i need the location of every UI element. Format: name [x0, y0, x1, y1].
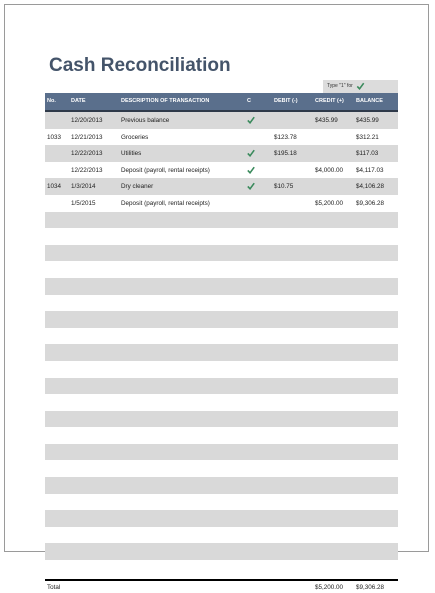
table-row — [45, 311, 398, 328]
table-row — [45, 460, 398, 477]
table-row — [45, 411, 398, 428]
table-row — [45, 494, 398, 511]
cell-date[interactable]: 1/3/2014 — [71, 183, 96, 191]
table-row — [45, 510, 398, 527]
check-legend-note — [323, 80, 398, 93]
transaction-table — [45, 93, 398, 593]
table-row — [45, 361, 398, 378]
total-row — [45, 579, 398, 593]
table-row — [45, 295, 398, 312]
cell-date[interactable]: 12/20/2013 — [71, 117, 103, 124]
column-header-credit: CREDIT (+) — [315, 98, 344, 104]
page-title: Cash Reconciliation — [49, 55, 231, 76]
table-row — [45, 195, 398, 212]
worksheet-page — [4, 4, 429, 591]
table-row — [45, 444, 398, 461]
table-row — [45, 129, 398, 146]
table-row — [45, 145, 398, 162]
column-header-no: No. — [47, 98, 56, 104]
column-header-debit: DEBIT (-) — [274, 98, 298, 104]
total-credit: $5,200.00 — [315, 583, 344, 591]
table-row — [45, 228, 398, 245]
table-row — [45, 477, 398, 494]
cell-debit[interactable]: $123.78 — [274, 133, 297, 141]
checkmark-icon — [247, 149, 255, 157]
cell-credit[interactable]: $4,000.00 — [315, 166, 344, 174]
table-row — [45, 560, 398, 577]
cell-balance[interactable]: $117.03 — [356, 150, 379, 158]
cell-debit[interactable]: $195.18 — [274, 150, 297, 158]
table-row — [45, 427, 398, 444]
check-legend-text: Type "1" for — [327, 83, 353, 89]
table-row — [45, 212, 398, 229]
cell-date[interactable]: 12/22/2013 — [71, 150, 103, 158]
table-header — [45, 93, 398, 112]
cell-no[interactable]: 1034 — [47, 183, 62, 191]
checkmark-icon — [356, 82, 365, 90]
checkmark-icon — [247, 166, 255, 174]
cell-balance[interactable]: $4,106.28 — [356, 183, 385, 191]
table-row — [45, 394, 398, 411]
table-row — [45, 527, 398, 544]
cell-description[interactable]: Deposit (payroll, rental receipts) — [121, 166, 210, 174]
cell-date[interactable]: 12/22/2013 — [71, 166, 103, 174]
table-row — [45, 162, 398, 179]
column-header-description: DESCRIPTION OF TRANSACTION — [121, 98, 210, 104]
table-row — [45, 328, 398, 345]
total-balance: $9,306.28 — [356, 583, 385, 591]
table-row — [45, 245, 398, 262]
cell-description[interactable]: Previous balance — [121, 117, 170, 124]
column-header-date: DATE — [71, 98, 86, 104]
table-row — [45, 112, 398, 129]
table-row — [45, 278, 398, 295]
cell-credit[interactable]: $5,200.00 — [315, 199, 344, 207]
cell-balance[interactable]: $312.21 — [356, 133, 379, 141]
table-row — [45, 378, 398, 395]
cell-date[interactable]: 1/5/2015 — [71, 199, 96, 207]
cell-credit[interactable]: $435.99 — [315, 117, 338, 124]
cell-no[interactable]: 1033 — [47, 133, 62, 141]
cell-balance[interactable]: $435.99 — [356, 117, 379, 124]
cell-balance[interactable]: $9,306.28 — [356, 199, 385, 207]
cell-description[interactable]: Deposit (payroll, rental receipts) — [121, 199, 210, 207]
cell-balance[interactable]: $4,117.03 — [356, 166, 384, 174]
table-row — [45, 261, 398, 278]
column-header-cleared: C — [247, 98, 251, 104]
table-row — [45, 344, 398, 361]
checkmark-icon — [247, 116, 255, 124]
total-label: Total — [47, 583, 61, 591]
table-row — [45, 178, 398, 195]
cell-description[interactable]: Dry cleaner — [121, 183, 154, 191]
cell-description[interactable]: Utilities — [121, 150, 142, 158]
cell-description[interactable]: Groceries — [121, 133, 149, 141]
cell-debit[interactable]: $10.75 — [274, 183, 294, 191]
column-header-balance: BALANCE — [356, 98, 383, 104]
table-body — [45, 112, 398, 577]
checkmark-icon — [247, 182, 255, 190]
cell-date[interactable]: 12/21/2013 — [71, 133, 103, 141]
